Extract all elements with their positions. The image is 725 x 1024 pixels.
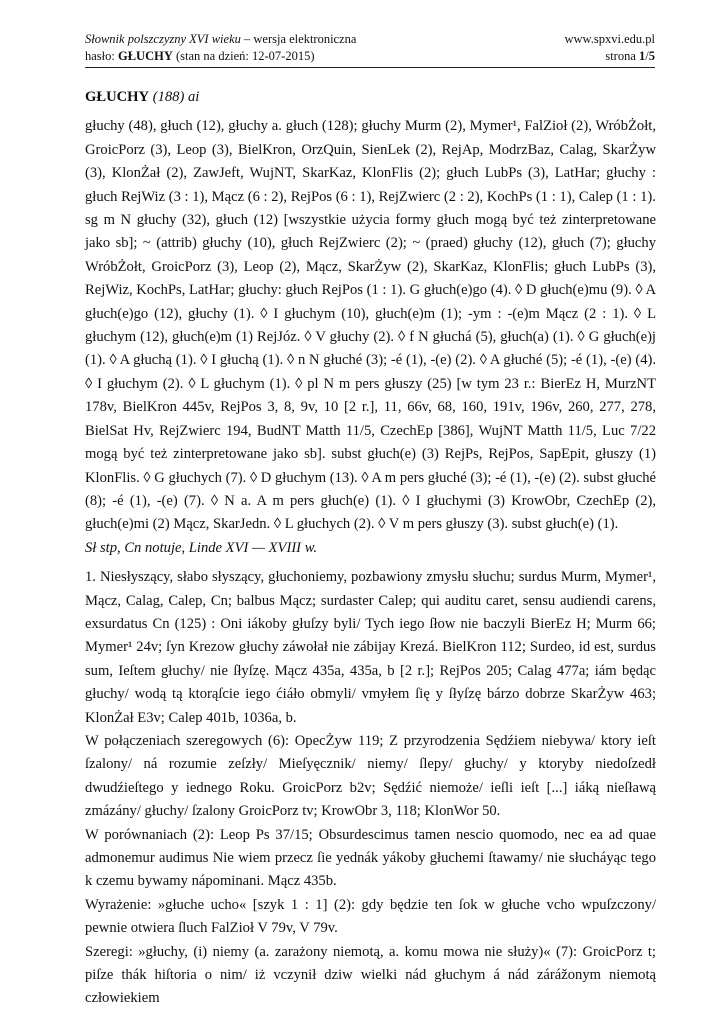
headword: GŁUCHY <box>85 89 150 105</box>
sense-1-paragraph: 1. Niesłyszący, słabo słyszący, głuchoniemy, pozbawiony zmysłu słuchu; surdus Murm, Mymer¹, Mącz, Calag, Calep, Cn; balbus Mącz; surdaster Calep; qui auditu caret, sensu audiendi carens, exsurdatus Cn (125) : Oni iákoby głuſzy byli/ Tych iego ſłow nie baczyli BierEz H; Murm 66; Mymer¹ 24v; ſyn Krezow głuchy záwołał nie zábijay Krezá. BielKron 112; Surdeo, id est, surdus sum, Ieſtem głuchy/ nie ſłyſzę. Mącz 435a, 435a, b [2 r.]; RejPos 205; Calag 477a; iám będąc głuchy/ wodą tą ktorąſcie iego ćiáło obmyli/ vmyłem ſię y ſłyſzę bárzo dobrze SkarŻyw 463; KlonŻał E3v; Calep 401b, 1036a, b. <box>85 569 656 726</box>
dictionary-title: Słownik polszczyzny XVI wieku – wersja elektroniczna <box>85 32 357 46</box>
page-header <box>85 31 655 65</box>
header-divider <box>85 67 655 68</box>
entry-headline <box>85 86 656 109</box>
entry-label: hasło: GŁUCHY (stan na dzień: 12-07-2015) <box>85 49 315 63</box>
headword-count: (188) ai <box>152 89 200 105</box>
expression-paragraph: Wyrażenie: »głuche ucho« [szyk 1 : 1] (2): gdy będzie ten ſok w głuche vcho wpuſzczony/ pewnie otwiera ſluch FalZioł V 79v, V 79v. <box>85 896 656 937</box>
header-row-2 <box>85 48 655 65</box>
sense-coordinated-paragraph: W połączeniach szeregowych (6): OpecŻyw 119; Z przyrodzenia Sędźiem niebywa/ ktory ieſt ſzalony/ ná rozumie zeſzły/ Mieſyęcznik/ niemy/ ſlepy/ głuchy/ y ktoryby niedoſzedł dwudźieſtego y iednego Roku. GroicPorz b2v; Sędźić niemoże/ ieſli ieſt [...] iáką nieſławą zmázány/ głuchy/ ſzalony GroicPorz tv; KrowObr 3, 118; KlonWor 50. <box>85 732 656 820</box>
series-paragraph: Szeregi: »głuchy, (i) niemy (a. zarażony niemotą, a. komu mowa nie służy)« (7): GroicPorz t; piſze thák hiſtoria o nim/ iż vczynił dziw wielki nád głuchym á nád zárážonym niemotą człowiekiem <box>85 943 656 1007</box>
entry-forms-paragraph: głuchy (48), głuch (12), głuchy a. głuch (128); głuchy Murm (2), Mymer¹, FalZioł (2), WróbŻołt, GroicPorz (3), Leop (3), BielKron, OrzQuin, SienLek (2), RejAp, ModrzBaz, Calag, SkarŻyw (3), KlonŻał (2), ZawJeft, WujNT, SkarKaz, KlonFlis (2); głuch LubPs (3), LatHar; głuchy : głuch RejWiz (3 : 1), Mącz (6 : 2), RejPos (6 : 1), RejZwierc (2 : 2), KochPs (1 : 1), Calep (1 : 1). <box>85 118 656 205</box>
entry-body <box>85 86 656 1011</box>
entry-sources-paragraph: Sł stp, Cn notuje, Linde XVI — XVIII w. <box>85 539 317 556</box>
entry-inflection-paragraph: sg m N głuchy (32), głuch (12) [wszystkie użycia formy głuch mogą być też zinterpretowane jako sb]; ~ (attrib) głuchy (10), głuch RejZwierc (2); ~ (praed) głuchy (12), głuch (7); głuchy WróbŻołt, GroicPorz (3), Leop (2), Mącz, SkarŻyw (2), SkarKaz, KlonFlis; głuch LubPs (3), RejWiz, KochPs, LatHar; głuchy: głuch RejPos (1 : 1). G głuch(e)go (4). ◊ D głuch(e)mu (9). ◊ A głuch(e)go (12), głuchy (1). ◊ I głuchym (10), głuch(e)m (1); -ym : -(e)m Mącz (2 : 1). ◊ L głuchym (12), głuch(e)m (1) RejJóz. ◊ V głuchy (2). ◊ f N głuchá (5), głuch(a) (1). ◊ G głuch(e)j (1). ◊ A głuchą (1). ◊ I głuchą (1). ◊ n N głuché (3); -é (1), -(e) (2). ◊ A głuché (5); -é (1), -(e) (4). ◊ I głuchym (2). ◊ L głuchym (1). ◊ pl N m pers głuszy (25) [w tym 23 r.: BierEz H, MurzNT 178v, BielKron 445v, RejPos 3, 8, 9v, 10 [2 r.], 11, 66v, 68, 160, 191v, 196v, 260, 277, 278, BielSat Hv, RejZwierc 194, BudNT Matth 11/5, CzechEp [386], WujNT Matth 11/5, Luc 7/22 mogą być też zinterpretowane jako sb]. subst głuch(e) (3) RejPs, RejPos, SapEpit, głuszy (1) KlonFlis. ◊ G głuchych (7). ◊ D głuchym (13). ◊ A m pers głuché (3); -é (1), -(e) (2). subst głuché (8); -é (1), -(e) (7). ◊ N a. A m pers głuch(e) (1). ◊ I głuchymi (3) KrowObr, CzechEp (2), głuch(e)mi (2) Mącz, SkarJedn. ◊ L głuchych (2). ◊ V m pers głuszy (3). subst głuch(e) (1). <box>85 212 656 533</box>
sense-comparisons-paragraph: W porównaniach (2): Leop Ps 37/15; Obsurdescimus tamen nescio quomodo, nec ea ad quae admonemur audimus Nie wiem przecz ſie yednák yákoby głuchemi ſtawamy/ nie słucháyąc tego k czemu bywamy nápominani. Mącz 435b. <box>85 826 656 890</box>
site-url[interactable]: www.spxvi.edu.pl <box>564 32 655 46</box>
page-number: strona 1/5 <box>605 49 655 63</box>
header-row-1 <box>85 31 655 48</box>
